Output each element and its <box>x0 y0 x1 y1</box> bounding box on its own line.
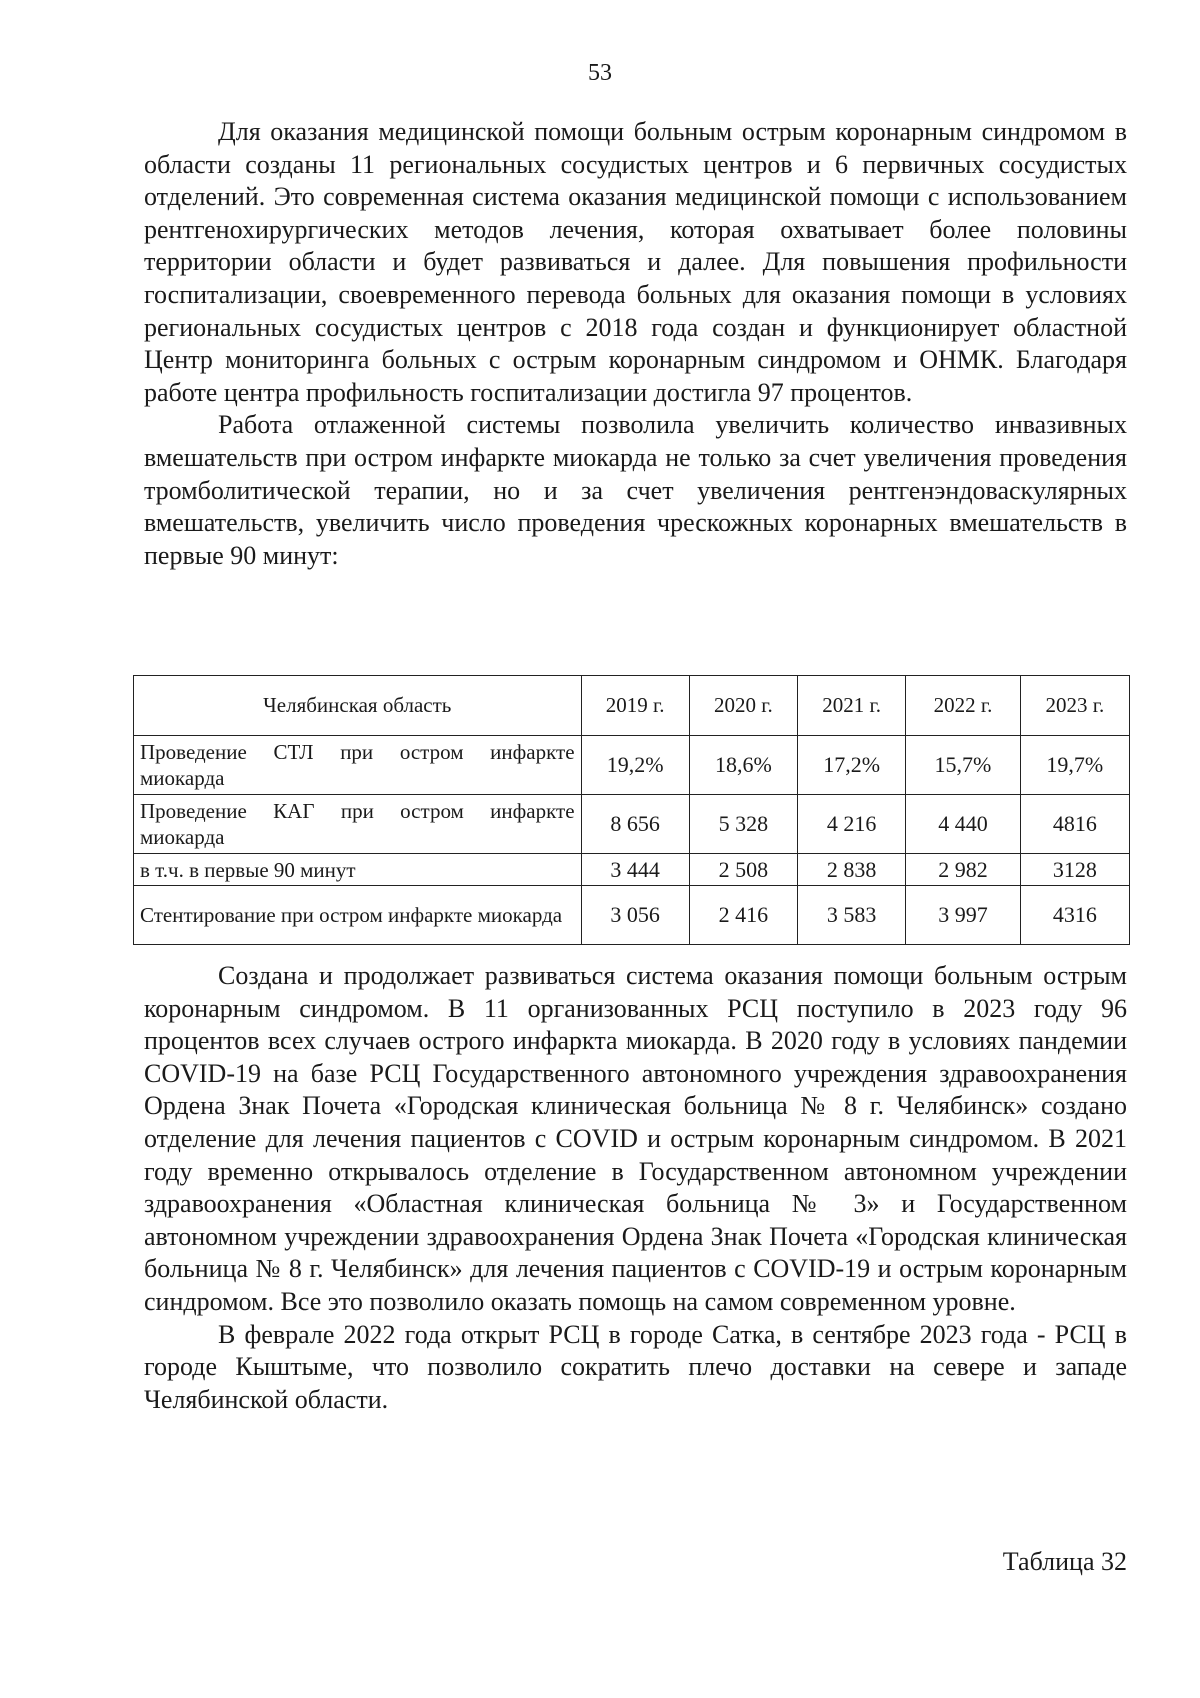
table-cell: 8 656 <box>581 795 689 854</box>
body-text-top <box>144 116 1127 572</box>
paragraph-invasive-interventions: Работа отлаженной системы позволила увеличить количество инвазивных вмешательств при остром инфаркте миокарда не только за счет увеличения проведения тромболитической терапии, но и за счет увеличения рентгенэндоваскулярных вмешательств, увеличить число проведения чрескожных коронарных вмешательств в первые 90 минут: <box>144 410 1127 570</box>
body-text-bottom <box>144 960 1127 1416</box>
table-row-stl <box>134 736 1130 795</box>
table-cell: 3 056 <box>581 886 689 945</box>
table-cell: 4816 <box>1020 795 1129 854</box>
table-cell: 2 416 <box>689 886 797 945</box>
header-year-2020: 2020 г. <box>689 676 797 736</box>
header-year-2023: 2023 г. <box>1020 676 1129 736</box>
table-cell: 4 440 <box>906 795 1020 854</box>
table-cell: 4 216 <box>797 795 905 854</box>
page-number: 53 <box>588 60 612 86</box>
row-label: в т.ч. в первые 90 минут <box>134 854 582 886</box>
table-cell: 2 982 <box>906 854 1020 886</box>
header-year-2019: 2019 г. <box>581 676 689 736</box>
paragraph-vascular-centers: Для оказания медицинской помощи больным острым коронарным синдромом в области созданы 11 региональных сосудистых центров и 6 первичных сосудистых отделений. Это современная система оказания медицинской помощи с использованием рентгенохирургических методов лечения, которая охватывает более половины территории области и будет развиваться и далее. Для повышения профильности госпитализации, своевременного перевода больных для оказания помощи в условиях региональных сосудистых центров с 2018 года создан и функционирует областной Центр мониторинга больных с острым коронарным синдромом и ОНМК. Благодаря работе центра профильность госпитализации достигла 97 процентов. <box>144 117 1127 407</box>
table-cell: 3 444 <box>581 854 689 886</box>
table-cell: 15,7% <box>906 736 1020 795</box>
table-row-kag <box>134 795 1130 854</box>
header-year-2022: 2022 г. <box>906 676 1020 736</box>
table-cell: 4316 <box>1020 886 1129 945</box>
paragraph-rsc-system: Создана и продолжает развиваться система оказания помощи больным острым коронарным синдромом. В 11 организованных РСЦ поступило в 2023 году 96 процентов всех случаев острого инфаркта миокарда. В 2020 году в условиях пандемии COVID-19 на базе РСЦ Государственного автономного учреждения здравоохранения Ордена Знак Почета «Городская клиническая больница № 8 г. Челябинск» создано отделение для лечения пациентов с COVID и острым коронарным синдромом. В 2021 году временно открывалось отделение в Государственном автономном учреждении здравоохранения «Областная клиническая больница № 3» и Государственном автономном учреждении здравоохранения Ордена Знак Почета «Городская клиническая больница № 8 г. Челябинск» для лечения пациентов с COVID-19 и острым коронарным синдромом. Все это позволило оказать помощь на самом современном уровне. <box>144 961 1127 1316</box>
table-cell: 2 508 <box>689 854 797 886</box>
row-label: Проведение СТЛ при остром инфаркте миокарда <box>134 736 582 795</box>
header-region: Челябинская область <box>134 676 582 736</box>
table-cell: 3128 <box>1020 854 1129 886</box>
table-cell: 19,2% <box>581 736 689 795</box>
paragraph-new-rsc: В феврале 2022 года открыт РСЦ в городе Сатка, в сентябре 2023 года - РСЦ в городе Кыштыме, что позволило сократить плечо доставки на севере и западе Челябинской области. <box>144 1319 1127 1414</box>
table-cell: 3 997 <box>906 886 1020 945</box>
row-label: Проведение КАГ при остром инфаркте миокарда <box>134 795 582 854</box>
table-row-stenting <box>134 886 1130 945</box>
table-cell: 5 328 <box>689 795 797 854</box>
table-header-row <box>134 676 1130 736</box>
header-year-2021: 2021 г. <box>797 676 905 736</box>
table-cell: 17,2% <box>797 736 905 795</box>
table-row-first-90-min <box>134 854 1130 886</box>
coronary-interventions-table <box>133 675 1130 945</box>
row-label: Стентирование при остром инфаркте миокарда <box>134 886 582 945</box>
table-cell: 18,6% <box>689 736 797 795</box>
table-cell: 19,7% <box>1020 736 1129 795</box>
table-cell: 3 583 <box>797 886 905 945</box>
table-caption: Таблица 32 <box>1002 1547 1127 1576</box>
table-cell: 2 838 <box>797 854 905 886</box>
